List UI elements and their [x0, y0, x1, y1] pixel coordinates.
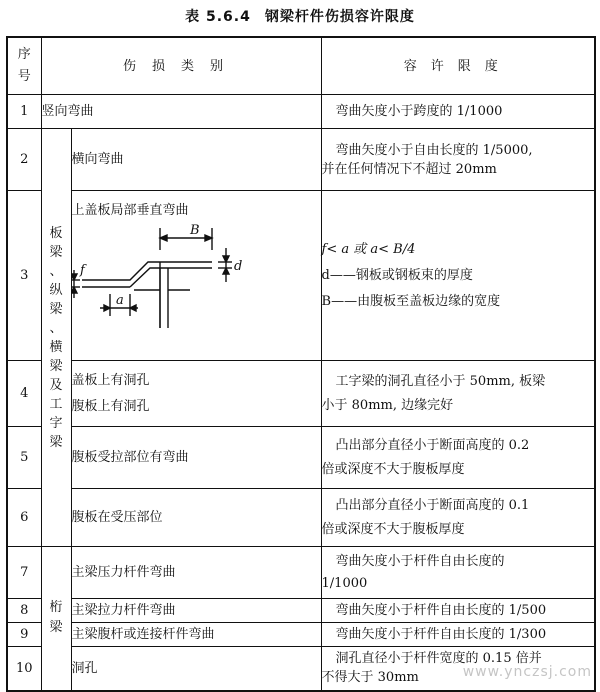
allowable-limit: 凸出部分直径小于断面高度的 0.2 倍或深度不大于腹板厚度	[321, 427, 595, 489]
row-number: 6	[7, 489, 41, 547]
damage-kind: 竖向弯曲	[41, 95, 321, 129]
allowable-limit: 洞孔直径小于杆件宽度的 0.15 倍并 不得大于 30mm	[321, 647, 595, 691]
table-row	[7, 623, 595, 647]
row-number: 1	[7, 95, 41, 129]
damage-kind: 洞孔	[71, 647, 321, 691]
table-row	[7, 361, 595, 427]
table-row	[7, 95, 595, 129]
damage-limit-table	[6, 36, 596, 692]
header-serial: 序 号	[7, 37, 41, 95]
label-a: a	[115, 293, 124, 308]
row-number: 3	[7, 191, 41, 361]
flange-bending-diagram	[72, 220, 272, 338]
label-d: d	[233, 259, 242, 274]
allowable-limit: 工字梁的洞孔直径小于 50mm, 板梁 小于 80mm, 边缘完好	[321, 361, 595, 427]
damage-kind: 上盖板局部垂直弯曲	[71, 203, 189, 218]
header-damage-kind: 伤损类别	[41, 37, 321, 95]
allowable-limit: 弯曲矢度小于杆件自由长度的 1/1000	[321, 547, 595, 599]
allowable-limit: 弯曲矢度小于自由长度的 1/5000, 并在任何情况下不超过 20mm	[321, 129, 595, 191]
label-f: f	[79, 263, 85, 278]
row-number: 9	[7, 623, 41, 647]
table-number: 表 5.6.4	[185, 9, 251, 25]
table-row	[7, 599, 595, 623]
row-number: 8	[7, 599, 41, 623]
allowable-limit: 弯曲矢度小于杆件自由长度的 1/300	[321, 623, 595, 647]
row-number: 10	[7, 647, 41, 691]
header-row	[7, 37, 595, 95]
damage-kind: 主梁压力杆件弯曲	[71, 547, 321, 599]
damage-kind: 腹板受拉部位有弯曲	[71, 427, 321, 489]
table-row	[7, 427, 595, 489]
table-caption	[0, 6, 600, 26]
allowable-limit: 弯曲矢度小于杆件自由长度的 1/500	[321, 599, 595, 623]
damage-kind: 主梁腹杆或连接杆件弯曲	[71, 623, 321, 647]
allowable-limit: 弯曲矢度小于跨度的 1/1000	[321, 95, 595, 129]
row-number: 7	[7, 547, 41, 599]
header-allowable-limit: 容许限度	[321, 37, 595, 95]
damage-kind-cell	[71, 191, 321, 361]
label-B: B	[189, 223, 200, 238]
group-label-beams: 板 梁 、 纵 梁 、 横 梁 及 工 字 梁	[41, 129, 71, 547]
damage-kind: 横向弯曲	[71, 129, 321, 191]
table-row	[7, 489, 595, 547]
row-number: 2	[7, 129, 41, 191]
allowable-limit: f< a 或 a< B/4 d——钢板或钢板束的厚度 B——由腹板至盖板边缘的宽度	[321, 191, 595, 361]
group-label-truss: 桁 梁	[41, 547, 71, 691]
table-row	[7, 547, 595, 599]
watermark: www.ynczsj.com	[462, 664, 592, 680]
damage-kind: 腹板在受压部位	[71, 489, 321, 547]
row-number: 4	[7, 361, 41, 427]
row-number: 5	[7, 427, 41, 489]
allowable-limit: 凸出部分直径小于断面高度的 0.1 倍或深度不大于腹板厚度	[321, 489, 595, 547]
table-title: 钢梁杆件伤损容许限度	[264, 9, 415, 25]
damage-kind: 主梁拉力杆件弯曲	[71, 599, 321, 623]
table-row	[7, 129, 595, 191]
damage-kind: 盖板上有洞孔 腹板上有洞孔	[71, 361, 321, 427]
table-row	[7, 191, 595, 361]
